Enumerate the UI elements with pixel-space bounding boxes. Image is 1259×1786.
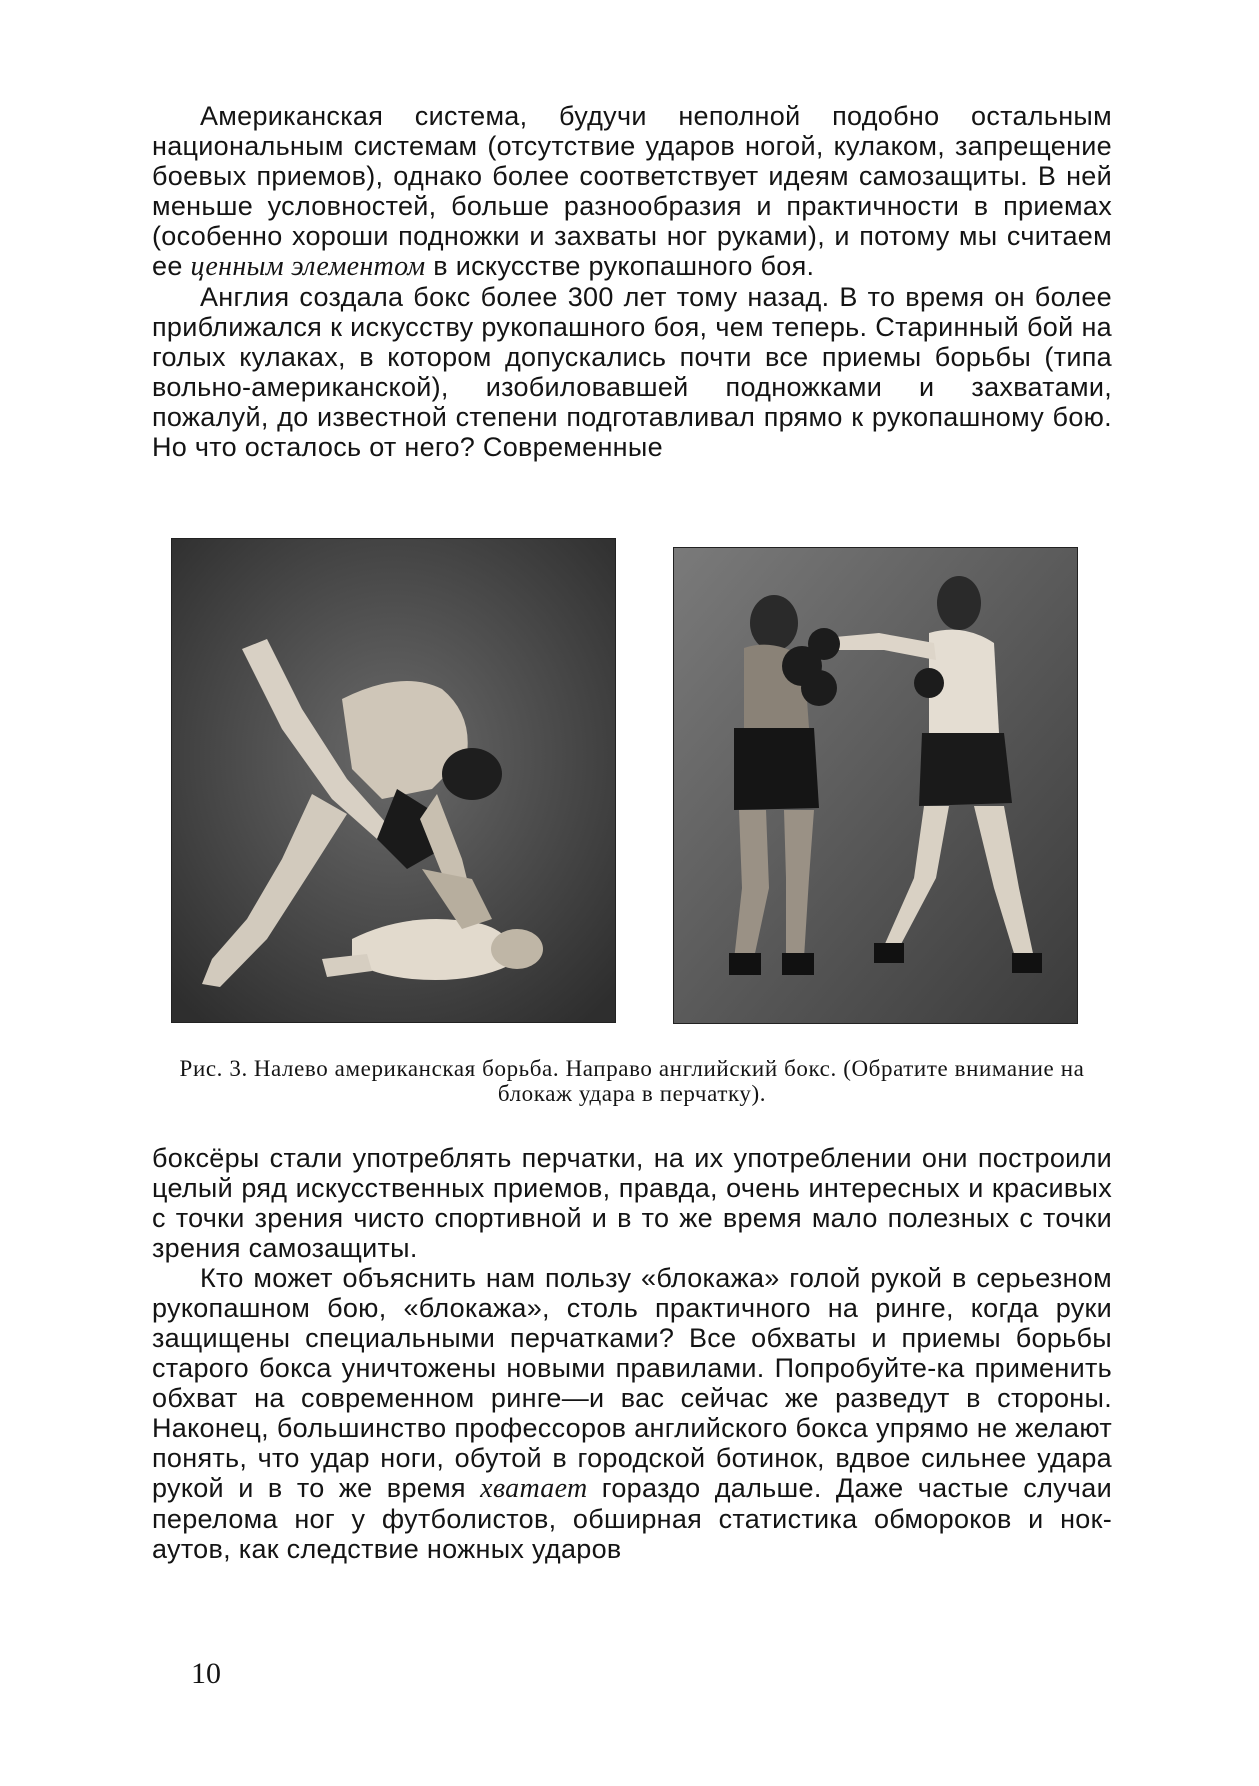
- paragraph-gloves: боксёры стали употреблять перчатки, на их употреблении они построили целый ряд искусственных приемов, правда, очень интересных и красивых с точки зрения чисто спортивной и в то же время мало полезных с точки зрения самозащиты.: [152, 1143, 1112, 1263]
- figure-caption-text: Налево американская борьба. Направо английский бокс. (Обратите внимание на блокаж удара в перчатку).: [253, 1056, 1085, 1106]
- page-number: 10: [191, 1657, 221, 1690]
- boxing-illustration: [674, 548, 1077, 1023]
- paragraph-england-boxing: Англия создала бокс более 300 лет тому назад. В то время он более приближался к искусству рукопашного боя, чем теперь. Старинный бой на голых кулаках, в котором допускались почти все приемы борьбы (типа вольно-американской), изобиловавшей подножками и захватами, пожалуй, до известной степени подготавливал прямо к рукопашному бою. Но что осталось от него? Современные: [152, 282, 1112, 462]
- emphasis-text: хватает: [480, 1473, 588, 1504]
- paragraph-blocking: Кто может объяснить нам пользу «блокажа» голой рукой в серьезном рукопашном бою, «блокажа», столь практичного на ринге, когда руки защищены специальными перчатками? Все обхваты и приемы борьбы старого бокса уничтожены новыми правилами. Попробуйте-ка применить обхват на современном ринге—и вас сейчас же разведут в стороны. Наконец, большинство профессоров английского бокса упрямо не желают понять, что удар ноги, обутой в городской ботинок, вдвое сильнее удара рукой и в то же время хватает гораздо дальше. Даже частые случаи перелома ног у футболистов, обширная статистика обмороков и нок-аутов, как следствие ножных ударов: [152, 1263, 1112, 1564]
- paragraph-american-system: Американская система, будучи неполной подобно остальным национальным системам (отсутствие ударов ногой, кулаком, запрещение боевых приемов), однако более соответствует идеям самозащиты. В ней меньше условностей, больше разнообразия и практичности в приемах (особенно хороши подножки и захваты ног руками), и потому мы считаем ее ценным элементом в искусстве рукопашного боя.: [152, 101, 1112, 282]
- text-block-bottom: [152, 1143, 1112, 1564]
- wrestling-photo: [171, 538, 616, 1023]
- boxing-photo: [673, 547, 1078, 1024]
- emphasis-text: ценным элементом: [190, 251, 426, 282]
- wrestling-illustration: [172, 539, 615, 1022]
- figure-caption: [152, 1056, 1112, 1106]
- figure-label: Рис. 3.: [179, 1056, 248, 1081]
- text-block-top: [152, 101, 1112, 462]
